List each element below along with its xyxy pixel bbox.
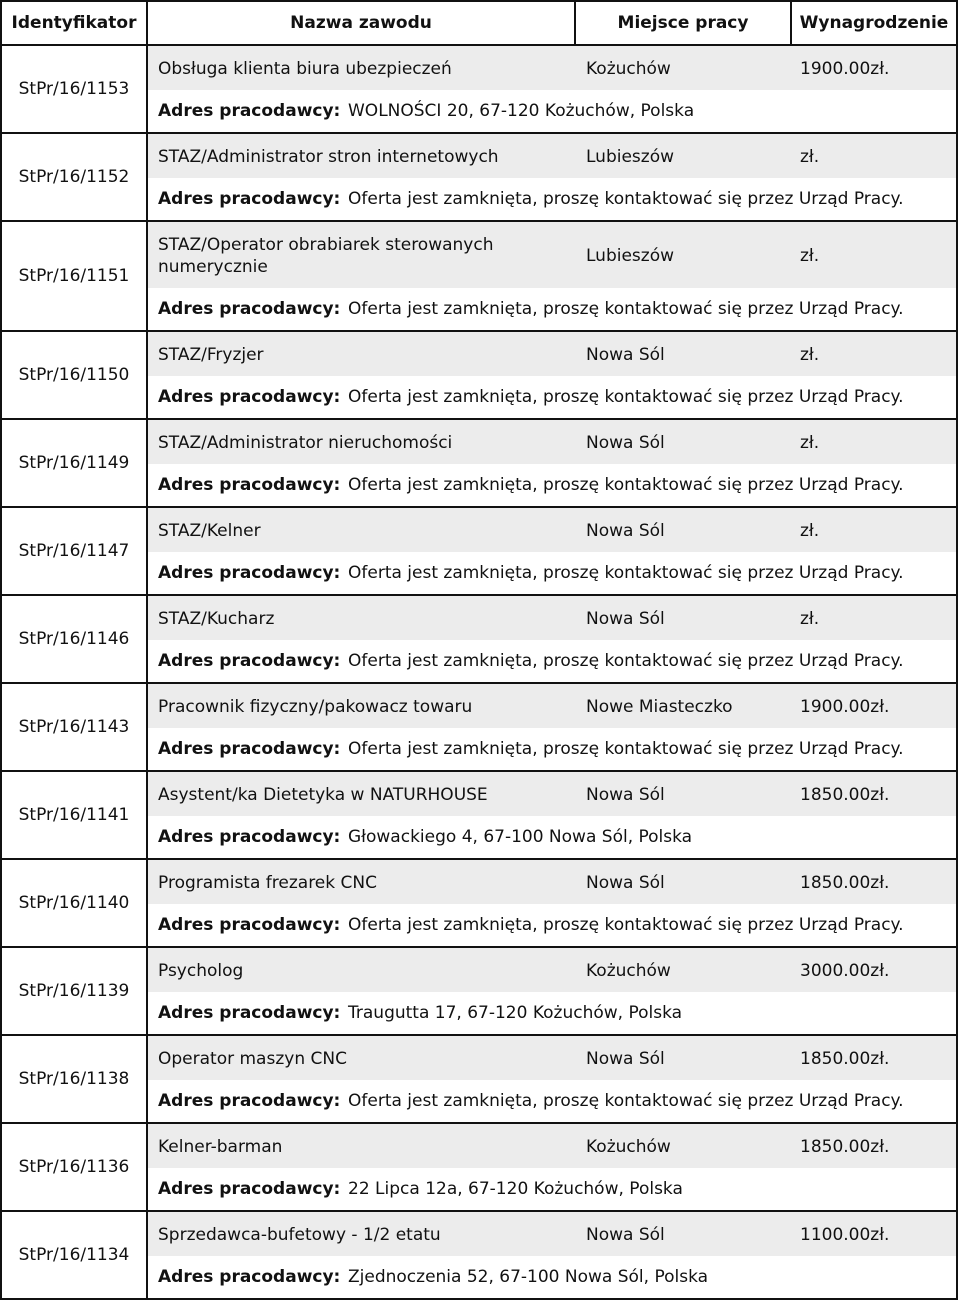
address-label: Adres pracodawcy: xyxy=(158,101,341,121)
work-place: Nowa Sól xyxy=(586,344,665,365)
table-row xyxy=(0,46,960,134)
work-place: Lubieszów xyxy=(586,146,675,167)
table-row xyxy=(0,1036,960,1124)
table-row xyxy=(0,222,960,332)
address-label: Adres pracodawcy: xyxy=(158,1267,341,1287)
table-row xyxy=(0,508,960,596)
salary: 1850.00zł. xyxy=(800,1136,890,1157)
employer-address-line xyxy=(148,1080,956,1122)
address-label: Adres pracodawcy: xyxy=(158,299,341,319)
offer-details xyxy=(148,772,958,860)
address-value: Oferta jest zamknięta, proszę kontaktować się przez Urząd Pracy. xyxy=(348,915,904,935)
address-label: Adres pracodawcy: xyxy=(158,651,341,671)
salary: zł. xyxy=(800,245,820,266)
table-row xyxy=(0,332,960,420)
job-title: Kelner-barman xyxy=(158,1136,283,1157)
table-row xyxy=(0,684,960,772)
offer-details xyxy=(148,596,958,684)
offer-id: StPr/16/1138 xyxy=(0,1036,148,1124)
table-row xyxy=(0,772,960,860)
offer-main-line xyxy=(148,1036,956,1082)
job-title: STAZ/Administrator stron internetowych xyxy=(158,146,499,167)
employer-address-line xyxy=(148,552,956,594)
table-row xyxy=(0,1212,960,1300)
employer-address-line xyxy=(148,728,956,770)
table-row xyxy=(0,948,960,1036)
offer-main-line xyxy=(148,420,956,466)
work-place: Nowa Sól xyxy=(586,608,665,629)
job-title: STAZ/Operator obrabiarek sterowanych numerycznie xyxy=(158,234,494,277)
address-label: Adres pracodawcy: xyxy=(158,387,341,407)
address-value: Zjednoczenia 52, 67-100 Nowa Sól, Polska xyxy=(348,1267,709,1287)
offer-id: StPr/16/1141 xyxy=(0,772,148,860)
address-value: 22 Lipca 12a, 67-120 Kożuchów, Polska xyxy=(348,1179,683,1199)
job-title: Asystent/ka Dietetyka w NATURHOUSE xyxy=(158,784,488,805)
address-value: Oferta jest zamknięta, proszę kontaktować się przez Urząd Pracy. xyxy=(348,475,904,495)
offer-id: StPr/16/1150 xyxy=(0,332,148,420)
employer-address-line xyxy=(148,1168,956,1210)
offer-main-line xyxy=(148,46,956,92)
offer-id: StPr/16/1136 xyxy=(0,1124,148,1212)
employer-address-line xyxy=(148,90,956,132)
table-header xyxy=(0,0,960,46)
offer-main-line xyxy=(148,508,956,554)
offer-id: StPr/16/1134 xyxy=(0,1212,148,1300)
address-label: Adres pracodawcy: xyxy=(158,563,341,583)
job-title: Operator maszyn CNC xyxy=(158,1048,347,1069)
salary: 3000.00zł. xyxy=(800,960,890,981)
address-value: Oferta jest zamknięta, proszę kontaktować się przez Urząd Pracy. xyxy=(348,651,904,671)
salary: zł. xyxy=(800,344,820,365)
work-place: Nowe Miasteczko xyxy=(586,696,733,717)
address-value: Oferta jest zamknięta, proszę kontaktować się przez Urząd Pracy. xyxy=(348,387,904,407)
offer-details xyxy=(148,1036,958,1124)
offer-details xyxy=(148,420,958,508)
salary: zł. xyxy=(800,146,820,167)
address-label: Adres pracodawcy: xyxy=(158,827,341,847)
salary: 1850.00zł. xyxy=(800,784,890,805)
offer-details xyxy=(148,684,958,772)
address-value: Głowackiego 4, 67-100 Nowa Sól, Polska xyxy=(348,827,693,847)
salary: zł. xyxy=(800,432,820,453)
offer-main-line xyxy=(148,948,956,994)
work-place: Nowa Sól xyxy=(586,1224,665,1245)
offer-id: StPr/16/1149 xyxy=(0,420,148,508)
offer-details xyxy=(148,134,958,222)
work-place: Kożuchów xyxy=(586,1136,671,1157)
job-title: Sprzedawca-bufetowy - 1/2 etatu xyxy=(158,1224,441,1245)
offer-details xyxy=(148,1124,958,1212)
address-value: Oferta jest zamknięta, proszę kontaktować się przez Urząd Pracy. xyxy=(348,189,904,209)
header-job: Nazwa zawodu xyxy=(146,0,576,46)
job-title: Psycholog xyxy=(158,960,244,981)
work-place: Kożuchów xyxy=(586,960,671,981)
employer-address-line xyxy=(148,464,956,506)
job-title: Programista frezarek CNC xyxy=(158,872,377,893)
offer-main-line xyxy=(148,684,956,730)
offer-id: StPr/16/1146 xyxy=(0,596,148,684)
address-label: Adres pracodawcy: xyxy=(158,475,341,495)
header-salary: Wynagrodzenie xyxy=(790,0,958,46)
offer-main-line xyxy=(148,134,956,180)
job-title: Obsługa klienta biura ubezpieczeń xyxy=(158,58,452,79)
work-place: Lubieszów xyxy=(586,245,675,266)
employer-address-line xyxy=(148,992,956,1034)
offer-main-line xyxy=(148,332,956,378)
work-place: Nowa Sól xyxy=(586,432,665,453)
offer-id: StPr/16/1152 xyxy=(0,134,148,222)
employer-address-line xyxy=(148,288,956,330)
address-value: Oferta jest zamknięta, proszę kontaktować się przez Urząd Pracy. xyxy=(348,739,904,759)
offer-main-line xyxy=(148,222,956,290)
table-row xyxy=(0,1124,960,1212)
table-row xyxy=(0,134,960,222)
employer-address-line xyxy=(148,816,956,858)
offer-id: StPr/16/1153 xyxy=(0,46,148,134)
header-id: Identyfikator xyxy=(0,0,148,46)
job-title: Pracownik fizyczny/pakowacz towaru xyxy=(158,696,473,717)
salary: 1100.00zł. xyxy=(800,1224,890,1245)
offer-main-line xyxy=(148,772,956,818)
employer-address-line xyxy=(148,904,956,946)
offer-details xyxy=(148,46,958,134)
salary: zł. xyxy=(800,520,820,541)
address-value: Traugutta 17, 67-120 Kożuchów, Polska xyxy=(348,1003,683,1023)
employer-address-line xyxy=(148,640,956,682)
job-title: STAZ/Kucharz xyxy=(158,608,275,629)
offer-id: StPr/16/1139 xyxy=(0,948,148,1036)
job-title: STAZ/Administrator nieruchomości xyxy=(158,432,453,453)
offer-details xyxy=(148,222,958,332)
work-place: Kożuchów xyxy=(586,58,671,79)
offer-id: StPr/16/1151 xyxy=(0,222,148,332)
offer-id: StPr/16/1147 xyxy=(0,508,148,596)
address-label: Adres pracodawcy: xyxy=(158,189,341,209)
work-place: Nowa Sól xyxy=(586,1048,665,1069)
offer-main-line xyxy=(148,1212,956,1258)
offer-id: StPr/16/1143 xyxy=(0,684,148,772)
offer-main-line xyxy=(148,860,956,906)
offer-id: StPr/16/1140 xyxy=(0,860,148,948)
employer-address-line xyxy=(148,1256,956,1298)
offer-details xyxy=(148,860,958,948)
work-place: Nowa Sól xyxy=(586,784,665,805)
header-place: Miejsce pracy xyxy=(574,0,792,46)
address-value: Oferta jest zamknięta, proszę kontaktować się przez Urząd Pracy. xyxy=(348,563,904,583)
offer-details xyxy=(148,508,958,596)
address-label: Adres pracodawcy: xyxy=(158,1003,341,1023)
offer-details xyxy=(148,332,958,420)
address-label: Adres pracodawcy: xyxy=(158,915,341,935)
offer-main-line xyxy=(148,596,956,642)
salary: 1850.00zł. xyxy=(800,872,890,893)
offer-details xyxy=(148,1212,958,1300)
employer-address-line xyxy=(148,376,956,418)
salary: 1900.00zł. xyxy=(800,696,890,717)
work-place: Nowa Sól xyxy=(586,872,665,893)
table-row xyxy=(0,596,960,684)
job-title: STAZ/Kelner xyxy=(158,520,261,541)
job-title: STAZ/Fryzjer xyxy=(158,344,264,365)
address-label: Adres pracodawcy: xyxy=(158,1091,341,1111)
address-value: WOLNOŚCI 20, 67-120 Kożuchów, Polska xyxy=(348,101,695,121)
salary: zł. xyxy=(800,608,820,629)
offer-main-line xyxy=(148,1124,956,1170)
salary: 1900.00zł. xyxy=(800,58,890,79)
address-label: Adres pracodawcy: xyxy=(158,739,341,759)
table-row xyxy=(0,860,960,948)
table-row xyxy=(0,420,960,508)
address-value: Oferta jest zamknięta, proszę kontaktować się przez Urząd Pracy. xyxy=(348,1091,904,1111)
address-value: Oferta jest zamknięta, proszę kontaktować się przez Urząd Pracy. xyxy=(348,299,904,319)
address-label: Adres pracodawcy: xyxy=(158,1179,341,1199)
salary: 1850.00zł. xyxy=(800,1048,890,1069)
employer-address-line xyxy=(148,178,956,220)
work-place: Nowa Sól xyxy=(586,520,665,541)
offer-details xyxy=(148,948,958,1036)
